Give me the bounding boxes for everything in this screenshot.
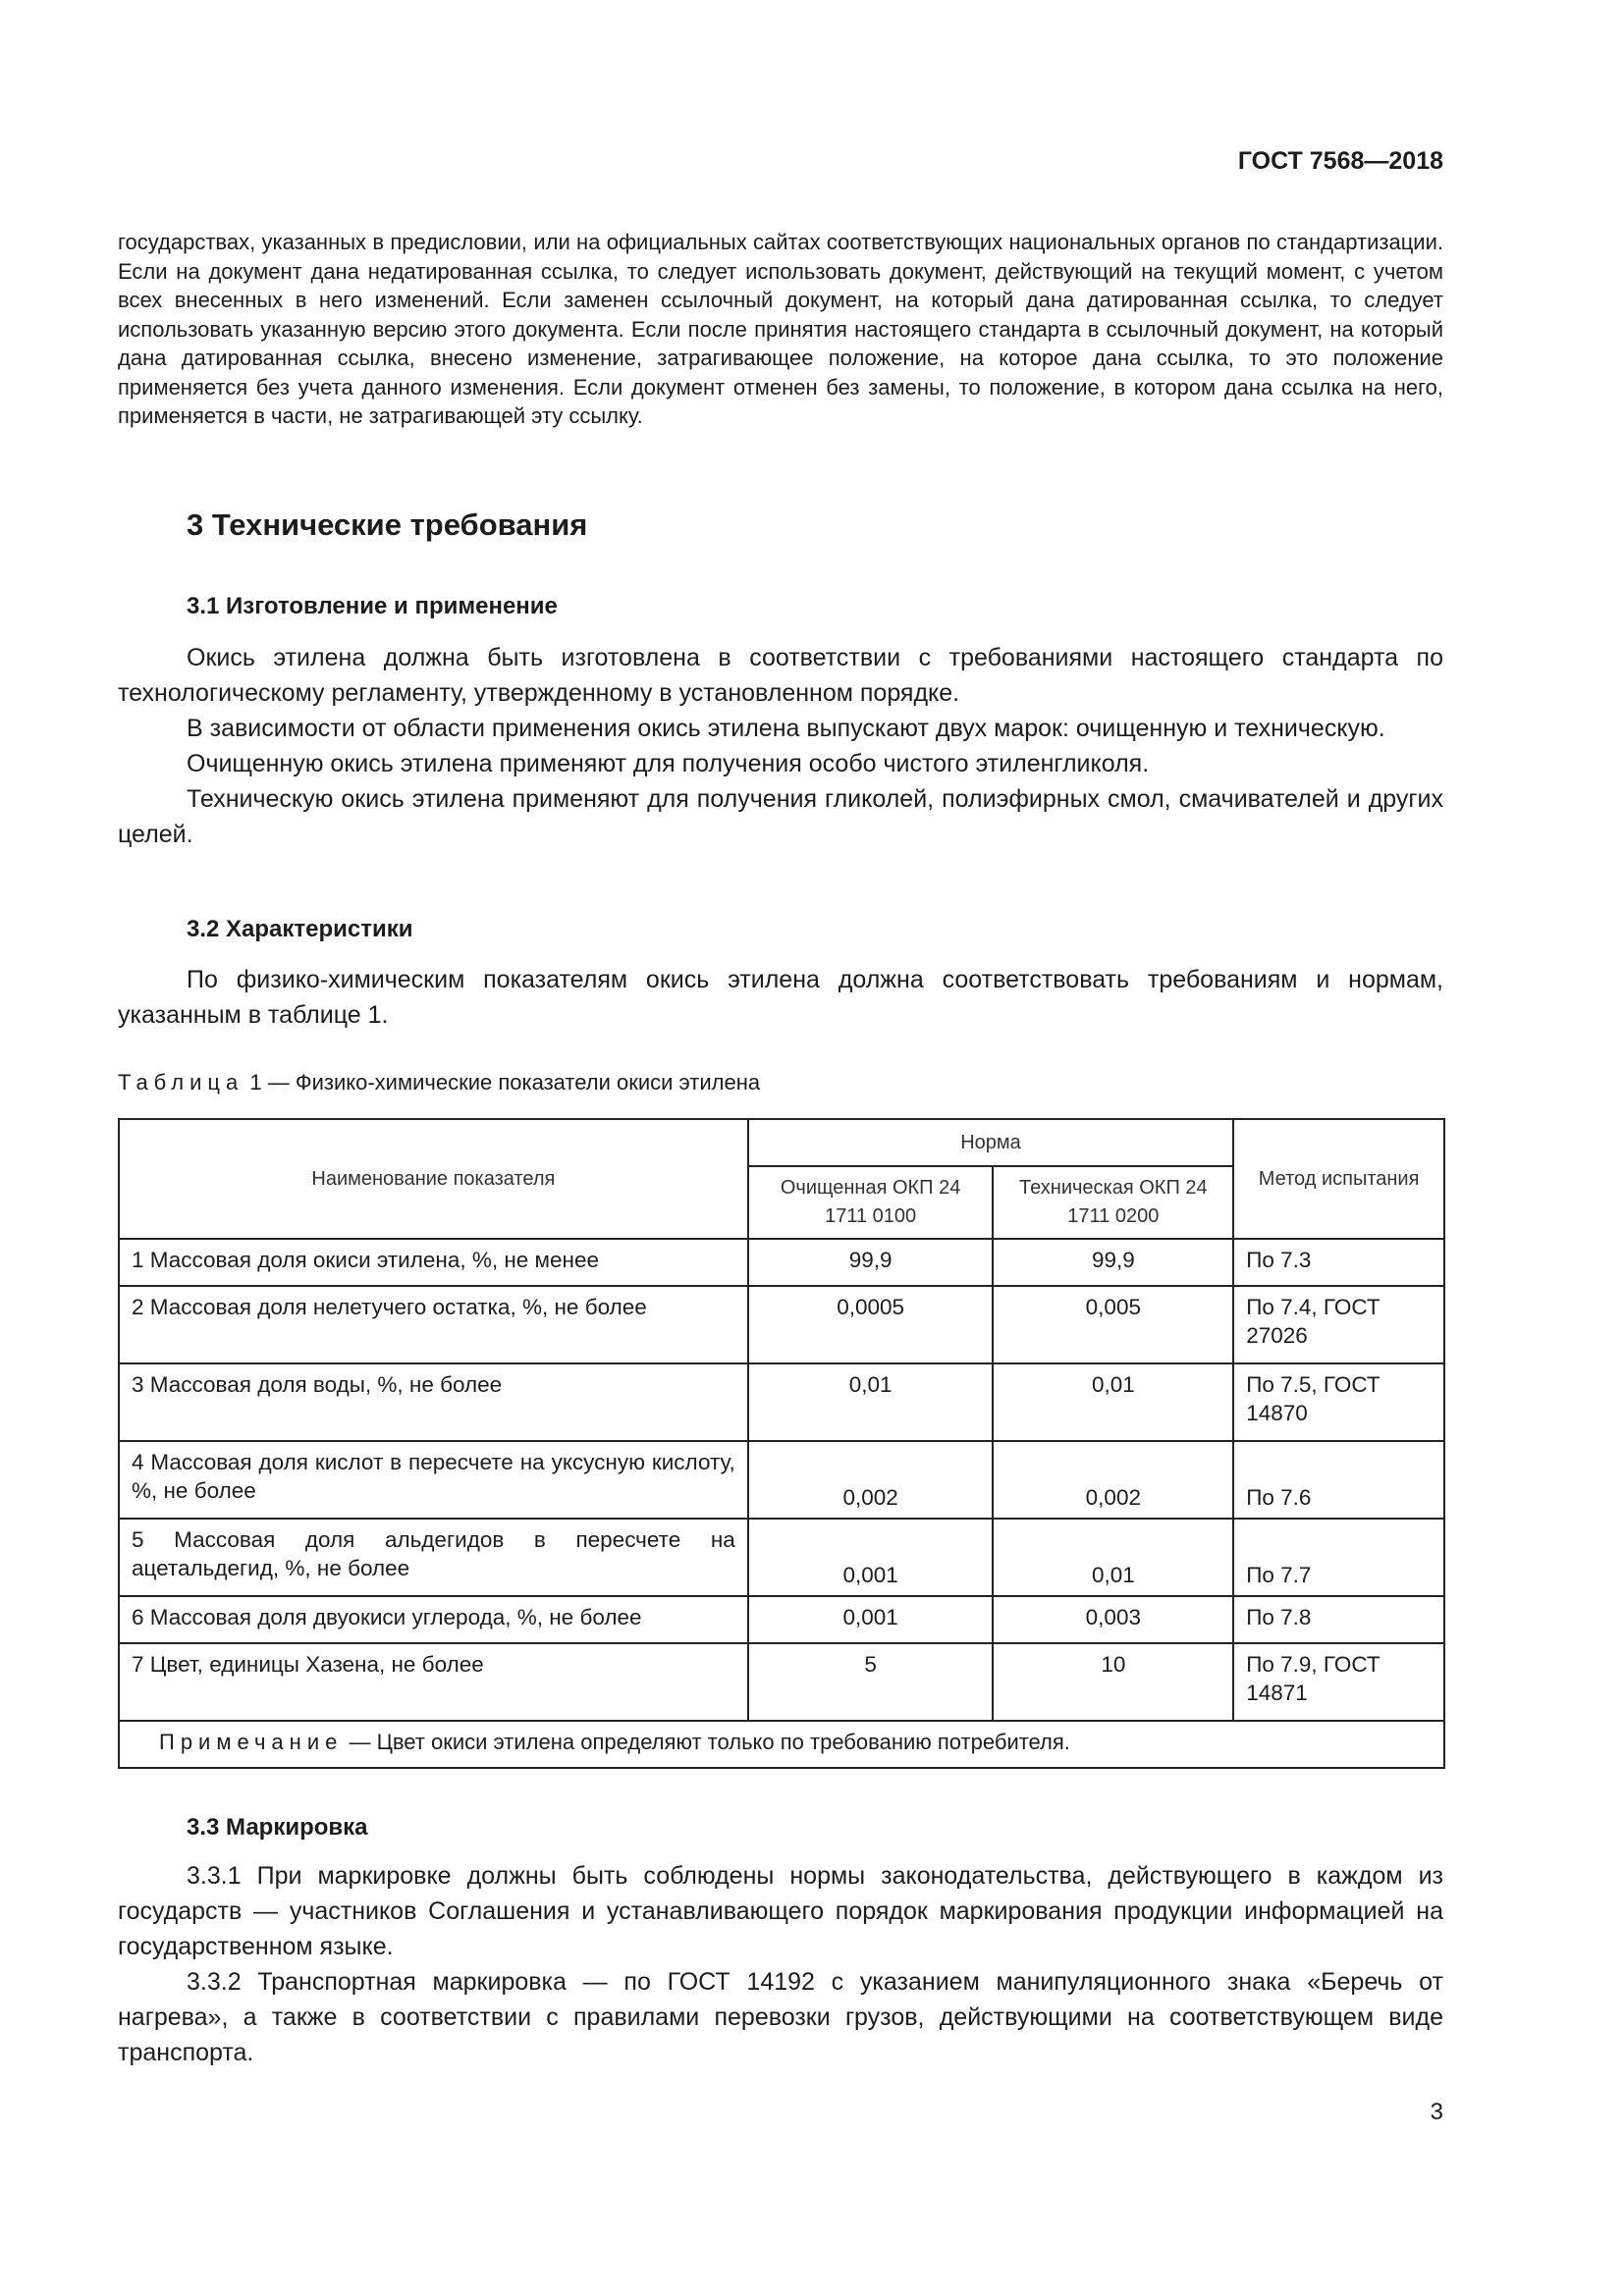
section-3-2-title: 3.2 Характеристики (187, 916, 413, 942)
cell-name: 1 Массовая доля окиси этилена, %, не менее (119, 1239, 748, 1286)
table-caption-text: 1 — Физико-химические показатели окиси этилена (249, 1070, 761, 1095)
cell-method: По 7.6 (1233, 1441, 1444, 1519)
header-purified: Очищенная ОКП 24 1711 0100 (748, 1166, 994, 1239)
header-method: Метод испытания (1233, 1119, 1444, 1239)
document-header: ГОСТ 7568—2018 (1237, 147, 1443, 175)
cell-technical: 0,003 (993, 1596, 1233, 1643)
table-row (119, 1239, 1444, 1286)
section-3-3-title: 3.3 Маркировка (187, 1814, 368, 1841)
cell-purified: 5 (748, 1643, 994, 1721)
table-note-text: — Цвет окиси этилена определяют только по требованию потребителя. (349, 1730, 1070, 1754)
intro-text: государствах, указанных в предисловии, или на официальных сайтах соответствующих национальных органов по стандартизации. Если на документ дана недатированная ссылка, то следует использовать документ, действующий на текущий момент, с учетом всех внесенных в него изменений. Если заменен ссылочный документ, на который дана датированная ссылка, то следует использовать указанную версию этого документа. Если после принятия настоящего стандарта в ссылочный документ, на который дана датированная ссылка, внесено изменение, затрагивающее положение, на которое дана ссылка, то это положение применяется без учета данного изменения. Если документ отменен без замены, то положение, в котором дана ссылка на него, применяется в части, не затрагивающей эту ссылку. (118, 230, 1443, 428)
cell-purified: 0,002 (748, 1441, 994, 1519)
page-number: 3 (1430, 2099, 1443, 2125)
cell-purified: 0,01 (748, 1363, 994, 1441)
paragraph: По физико-химическим показателям окись этилена должна соответствовать требованиям и нормам, указанным в таблице 1. (118, 966, 1443, 1029)
header-technical: Техническая ОКП 24 1711 0200 (993, 1166, 1233, 1239)
header-name: Наименование показателя (119, 1119, 748, 1239)
paragraph: Техническую окись этилена применяют для получения гликолей, полиэфирных смол, смачивателей и других целей. (118, 785, 1443, 848)
cell-method: По 7.4, ГОСТ 27026 (1233, 1286, 1444, 1363)
section-3-3-body (118, 1858, 1443, 2070)
section-3-2-body (118, 962, 1443, 1033)
cell-method: По 7.8 (1233, 1596, 1444, 1643)
cell-purified: 0,001 (748, 1596, 994, 1643)
cell-name: 3 Массовая доля воды, %, не более (119, 1363, 748, 1441)
cell-name: 6 Массовая доля двуокиси углерода, %, не более (119, 1596, 748, 1643)
paragraph: В зависимости от области применения окись этилена выпускают двух марок: очищенную и техническую. (187, 715, 1385, 742)
table-note-label: Примечание (159, 1730, 344, 1754)
paragraph: Окись этилена должна быть изготовлена в соответствии с требованиями настоящего стандарта по технологическому регламенту, утвержденному в установленном порядке. (118, 644, 1443, 707)
paragraph: Очищенную окись этилена применяют для получения особо чистого этиленгликоля. (187, 750, 1150, 777)
cell-name: 2 Массовая доля нелетучего остатка, %, не более (119, 1286, 748, 1363)
cell-purified: 0,001 (748, 1519, 994, 1596)
table-row (119, 1596, 1444, 1643)
cell-name: 5 Массовая доля альдегидов в пересчете на ацетальдегид, %, не более (119, 1519, 748, 1596)
table-row (119, 1441, 1444, 1519)
cell-purified: 0,0005 (748, 1286, 994, 1363)
cell-technical: 10 (993, 1643, 1233, 1721)
cell-technical: 0,002 (993, 1441, 1233, 1519)
cell-method: По 7.5, ГОСТ 14870 (1233, 1363, 1444, 1441)
cell-purified: 99,9 (748, 1239, 994, 1286)
table-note-row (119, 1721, 1444, 1768)
intro-paragraph (118, 228, 1443, 431)
cell-technical: 0,01 (993, 1363, 1233, 1441)
paragraph: 3.3.2 Транспортная маркировка — по ГОСТ 14192 с указанием манипуляционного знака «Беречь от нагрева», а также в соответствии с правилами перевозки грузов, действующими на соответствующем виде транспорта. (118, 1968, 1443, 2066)
section-3-1-body (118, 640, 1443, 852)
table-caption-label: Таблица (118, 1070, 244, 1095)
properties-table (118, 1118, 1445, 1769)
header-norm: Норма (748, 1119, 1233, 1166)
table-row (119, 1363, 1444, 1441)
table-row (119, 1643, 1444, 1721)
cell-method: По 7.7 (1233, 1519, 1444, 1596)
cell-name: 7 Цвет, единицы Хазена, не более (119, 1643, 748, 1721)
table-caption (118, 1070, 760, 1095)
cell-technical: 0,01 (993, 1519, 1233, 1596)
table-note (119, 1721, 1444, 1768)
paragraph: 3.3.1 При маркировке должны быть соблюдены нормы законодательства, действующего в каждом из государств — участников Соглашения и устанавливающего порядок маркирования продукции информацией на государственном языке. (118, 1862, 1443, 1960)
table-row (119, 1286, 1444, 1363)
section-3-1-title: 3.1 Изготовление и применение (187, 593, 558, 619)
cell-method: По 7.3 (1233, 1239, 1444, 1286)
section-3-title: 3 Технические требования (187, 507, 588, 542)
cell-method: По 7.9, ГОСТ 14871 (1233, 1643, 1444, 1721)
cell-technical: 0,005 (993, 1286, 1233, 1363)
table-row (119, 1519, 1444, 1596)
cell-technical: 99,9 (993, 1239, 1233, 1286)
cell-name: 4 Массовая доля кислот в пересчете на уксусную кислоту, %, не более (119, 1441, 748, 1519)
